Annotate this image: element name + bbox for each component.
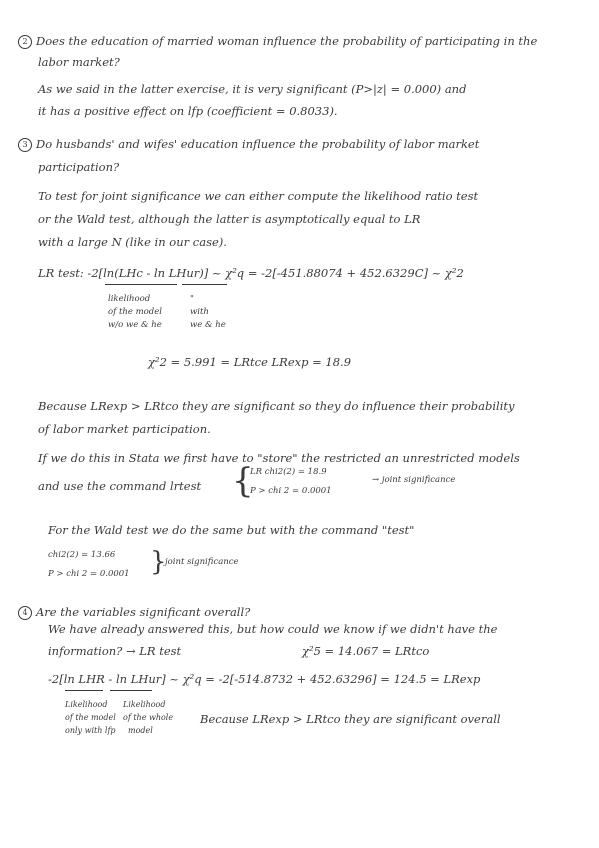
q3-number-circle: 3 [18,138,32,152]
q4-note-b-line-3: model [128,726,153,735]
q3-stata-result-1: LR chi2(2) = 18.9 [250,467,327,477]
q2-number-circle: 2 [18,35,32,49]
q2-question-line-2: labor market? [38,55,120,69]
q3-wald-result-2: P > chi 2 = 0.0001 [48,569,130,579]
q3-because-line-2: of labor market participation. [38,422,211,436]
q2-answer-line-2: it has a positive effect on lfp (coefficient = 0.8033). [38,104,338,118]
q4-note-a-line-3: only with lfp [65,726,116,735]
q4-paragraph-line-2: information? → LR test [48,644,182,658]
q2-answer-line-1: As we said in the latter exercise, it is very significant (P>|z| = 0.000) and [38,82,467,96]
q4-formula-underline-1 [65,690,103,691]
q4-note-b-line-1: Likelihood [123,700,166,709]
q3-note-a-line-2: of the model [108,307,162,317]
q3-wald-line-1: For the Wald test we do the same but with the command "test" [48,523,415,537]
q3-paragraph-line-1: To test for joint significance we can either compute the likelihood ratio test [38,189,479,203]
q4-question-line-1: 4 Are the variables significant overall? [18,605,250,620]
q3-chi-critical-line: χ²2 = 5.991 = LRtce LRexp = 18.9 [148,355,352,369]
q3-note-a-line-3: w/o we & he [108,320,162,330]
q3-stata-line-1: If we do this in Stata we first have to "store" the restricted an unrestricted models [38,451,520,465]
q3-wald-joint: joint significance [165,557,239,567]
q3-question-line-1: 3 Do husbands' and wifes' education influence the probability of labor market [18,137,479,152]
q3-wald-result-1: chi2(2) = 13.66 [48,550,116,560]
q4-number-circle: 4 [18,606,32,620]
q4-lr-formula: -2[ln LHR - ln LHur] ~ χ²q = -2[-514.8732 + 452.63296] = 124.5 = LRexp [48,672,481,686]
q3-formula-underline-1 [105,284,177,285]
q4-formula-underline-2 [110,690,152,691]
q3-note-b-line-1: with [190,307,209,317]
q3-stata-brace: { [232,461,254,501]
q3-paragraph-line-3: with a large N (like in our case). [38,235,227,249]
q3-note-b-line-2: we & he [190,320,226,330]
q3-formula-underline-2 [182,284,227,285]
q3-note-a-line-1: likelihood [108,294,151,304]
q3-paragraph-line-2: or the Wald test, although the latter is asymptotically equal to LR [38,212,421,226]
q4-chi-critical: χ²5 = 14.067 = LRtco [302,644,430,658]
q3-stata-result-2: P > chi 2 = 0.0001 [250,486,332,496]
q3-lr-formula: LR test: -2[ln(LHc - ln LHur)] ~ χ²q = -2[-451.88074 + 452.6329C] ~ χ²2 [38,266,464,280]
q2-question-line-1: 2 Does the education of married woman influence the probability of participating in the [18,34,537,49]
q3-wald-brace: } [150,547,167,577]
q3-question-line-2: participation? [38,160,120,174]
q3-note-b-line-0: " [190,294,194,304]
q3-because-line-1: Because LRexp > LRtco they are significant so they do influence their probability [38,399,515,413]
q4-paragraph-line-1: We have already answered this, but how could we know if we didn't have the [48,622,498,636]
q4-note-a-line-1: Likelihood [65,700,108,709]
q4-note-a-line-2: of the model [65,713,116,722]
q3-stata-line-2: and use the command lrtest [38,479,202,493]
q4-conclusion: Because LRexp > LRtco they are significant overall [200,712,501,726]
q4-note-b-line-2: of the whole [123,713,174,722]
q3-stata-joint: → joint significance [372,475,456,485]
